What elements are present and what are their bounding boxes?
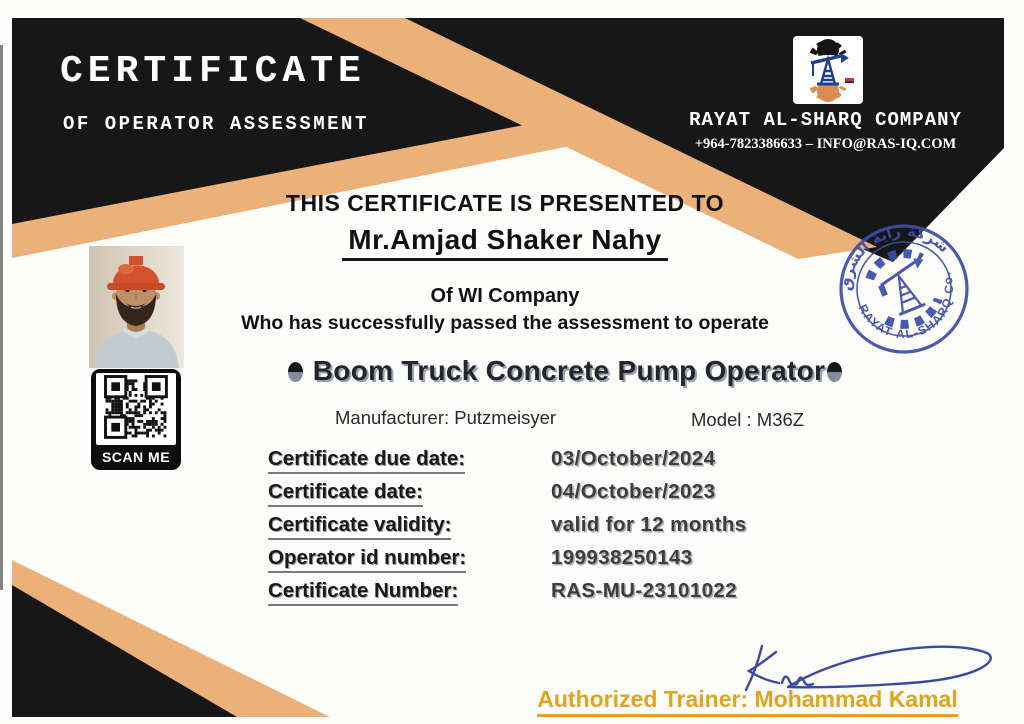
photo-helmet-ridge: [129, 256, 143, 265]
bullet-icon: [827, 362, 842, 382]
field-row-date: [0, 480, 1024, 510]
field-row-certificate-number: [0, 579, 1024, 609]
field-label: Certificate Number:: [268, 579, 458, 606]
operator-title-text: Boom Truck Concrete Pump Operator: [312, 355, 826, 386]
company-contact: +964-7823386633 – INFO@RAS-IQ.COM: [694, 136, 957, 152]
authorized-trainer-text: Authorized Trainer: Mohammad Kamal: [537, 686, 957, 717]
stamp-arabic-text: شركة راية الشرق: [836, 221, 953, 292]
field-value: RAS-MU-23101022: [551, 579, 738, 602]
recipient-name-text: Mr.Amjad Shaker Nahy: [342, 224, 667, 261]
bullet-icon: [288, 362, 303, 382]
field-value: 03/October/2024: [551, 447, 716, 470]
manufacturer-line: Manufacturer: Putzmeisyer: [335, 407, 557, 428]
logo-flag-stripe: [845, 82, 854, 84]
certificate-subtitle: OF OPERATOR ASSESSMENT: [63, 113, 369, 135]
field-row-operator-id: [0, 546, 1024, 576]
field-label: Certificate validity:: [268, 513, 451, 540]
field-label: Certificate date:: [268, 480, 423, 507]
qr-label: SCAN ME: [101, 449, 171, 465]
photo-helmet-highlight: [118, 264, 134, 274]
field-value: valid for 12 months: [551, 513, 747, 536]
presented-to-line: THIS CERTIFICATE IS PRESENTED TO: [285, 190, 725, 216]
company-stamp: [828, 213, 980, 365]
company-name: RAYAT AL-SHARQ COMPANY: [689, 109, 962, 131]
field-value: 04/October/2023: [551, 480, 716, 503]
company-logo: [793, 36, 863, 104]
field-row-validity: [0, 513, 1024, 543]
field-label: Operator id number:: [268, 546, 466, 573]
qr-code: [91, 369, 181, 470]
operator-title-line: [225, 355, 905, 387]
statement-line: Who has successfully passed the assessment to operate: [241, 312, 769, 334]
recipient-company: Of WI Company: [430, 285, 580, 307]
model-line: Model : M36Z: [691, 409, 805, 430]
field-value: 199938250143: [551, 546, 693, 569]
photo-helmet-brim: [107, 283, 165, 290]
field-label: Certificate due date:: [268, 447, 465, 474]
operator-photo: [89, 246, 184, 368]
recipient-name: [155, 224, 855, 261]
stamp-latin-text: RAYAT AL-SHARQ Co.: [855, 269, 957, 342]
authorized-trainer-line: [500, 686, 995, 717]
certificate-title: CERTIFICATE: [60, 50, 366, 93]
